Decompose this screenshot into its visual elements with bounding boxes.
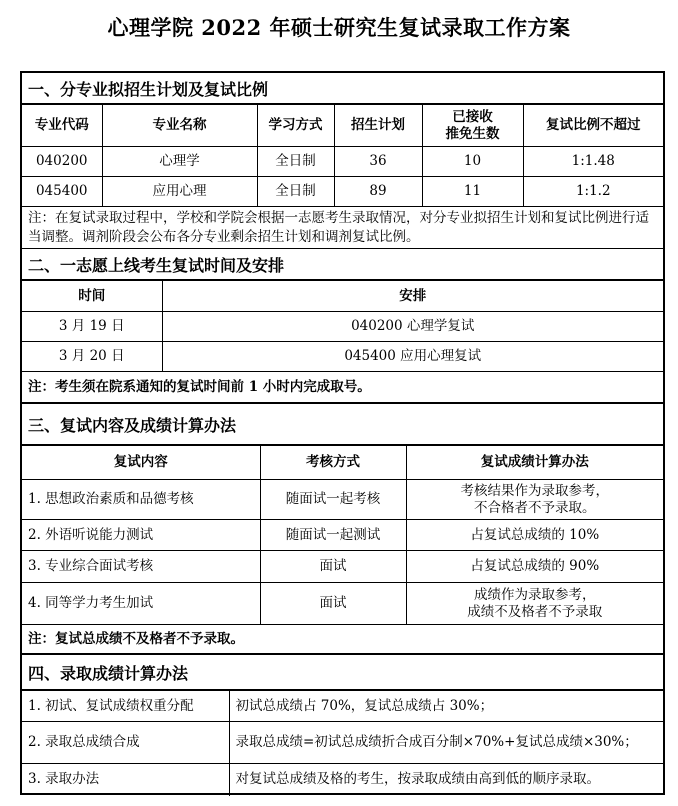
cell: 录取总成绩=初试总成绩折合成百分制×70%+复试总成绩×30%； <box>229 722 663 764</box>
section-3-heading: 三、复试内容及成绩计算办法 <box>22 403 663 445</box>
cell: 应用心理 <box>102 177 257 207</box>
header-line: 已接收 推免生数 <box>445 108 500 142</box>
cell: 对复试总成绩及格的考生，按录取成绩由高到低的顺序录取。 <box>229 764 663 796</box>
table-header-row <box>22 105 663 147</box>
cell: 10 <box>422 147 523 177</box>
cell: 占复试总成绩的 10% <box>406 520 663 551</box>
table-row <box>22 722 663 764</box>
cell: 3. 录取办法 <box>22 764 229 796</box>
table-header-row <box>22 446 663 480</box>
section-1-note: 注：在复试录取过程中，学校和学院会根据一志愿考生录取情况，对分专业拟招生计划和复试比例进行适当调整。调剂阶段会公布各分专业剩余招生计划和调剂复试比例。 <box>22 206 663 249</box>
cell <box>406 583 663 625</box>
cell: 1. 思想政治素质和品德考核 <box>22 480 260 520</box>
cell: 占复试总成绩的 90% <box>406 551 663 583</box>
cell: 心理学 <box>102 147 257 177</box>
section-3-note: 注：复试总成绩不及格者不予录取。 <box>22 624 663 654</box>
document-frame <box>20 71 665 795</box>
cell: 2. 录取总成绩合成 <box>22 722 229 764</box>
page-title: 心理学院 2022 年硕士研究生复试录取工作方案 <box>107 15 571 40</box>
cell: 1:1.2 <box>523 177 663 207</box>
section-2-note: 注：考生须在院系通知的复试时间前 1 小时内完成取号。 <box>22 371 663 403</box>
cell: 2. 外语听说能力测试 <box>22 520 260 551</box>
col-header: 安排 <box>162 281 663 312</box>
cell: 040200 心理学复试 <box>162 312 663 342</box>
table-row <box>22 583 663 625</box>
table-row <box>22 551 663 583</box>
table-row <box>22 764 663 796</box>
cell: 36 <box>334 147 422 177</box>
cell-text: 成绩作为录取参考， 成绩不及格者不予录取 <box>467 586 603 620</box>
cell: 040200 <box>22 147 102 177</box>
cell: 全日制 <box>257 147 334 177</box>
section-4-table <box>22 690 663 796</box>
cell: 初试总成绩占 70%，复试总成绩占 30%； <box>229 691 663 722</box>
cell: 3. 专业综合面试考核 <box>22 551 260 583</box>
col-header: 复试成绩计算办法 <box>406 446 663 480</box>
section-3-table <box>22 445 663 625</box>
table-row <box>22 147 663 177</box>
col-header: 招生计划 <box>334 105 422 147</box>
col-header: 考核方式 <box>260 446 406 480</box>
cell: 045400 <box>22 177 102 207</box>
table-row <box>22 691 663 722</box>
cell: 全日制 <box>257 177 334 207</box>
col-header: 专业名称 <box>102 105 257 147</box>
cell: 随面试一起考核 <box>260 480 406 520</box>
cell: 面试 <box>260 551 406 583</box>
table-row <box>22 177 663 207</box>
col-header: 复试内容 <box>22 446 260 480</box>
cell <box>406 480 663 520</box>
table-header-row <box>22 281 663 312</box>
cell: 89 <box>334 177 422 207</box>
cell: 面试 <box>260 583 406 625</box>
section-1-heading: 一、分专业拟招生计划及复试比例 <box>22 73 663 104</box>
table-row <box>22 312 663 342</box>
section-2-heading: 二、一志愿上线考生复试时间及安排 <box>22 249 663 280</box>
cell: 1. 初试、复试成绩权重分配 <box>22 691 229 722</box>
cell: 11 <box>422 177 523 207</box>
cell: 3 月 20 日 <box>22 342 162 372</box>
col-header: 时间 <box>22 281 162 312</box>
cell-text: 考核结果作为录取参考， 不合格者不予录取。 <box>460 482 609 516</box>
table-row <box>22 342 663 372</box>
cell: 随面试一起测试 <box>260 520 406 551</box>
cell: 045400 应用心理复试 <box>162 342 663 372</box>
cell: 1:1.48 <box>523 147 663 177</box>
section-4-heading: 四、录取成绩计算办法 <box>22 654 663 690</box>
table-row <box>22 480 663 520</box>
cell: 3 月 19 日 <box>22 312 162 342</box>
col-header <box>422 105 523 147</box>
section-2-table <box>22 280 663 372</box>
col-header: 专业代码 <box>22 105 102 147</box>
section-1-table <box>22 104 663 207</box>
cell: 4. 同等学力考生加试 <box>22 583 260 625</box>
table-row <box>22 520 663 551</box>
col-header: 复试比例不超过 <box>523 105 663 147</box>
col-header: 学习方式 <box>257 105 334 147</box>
